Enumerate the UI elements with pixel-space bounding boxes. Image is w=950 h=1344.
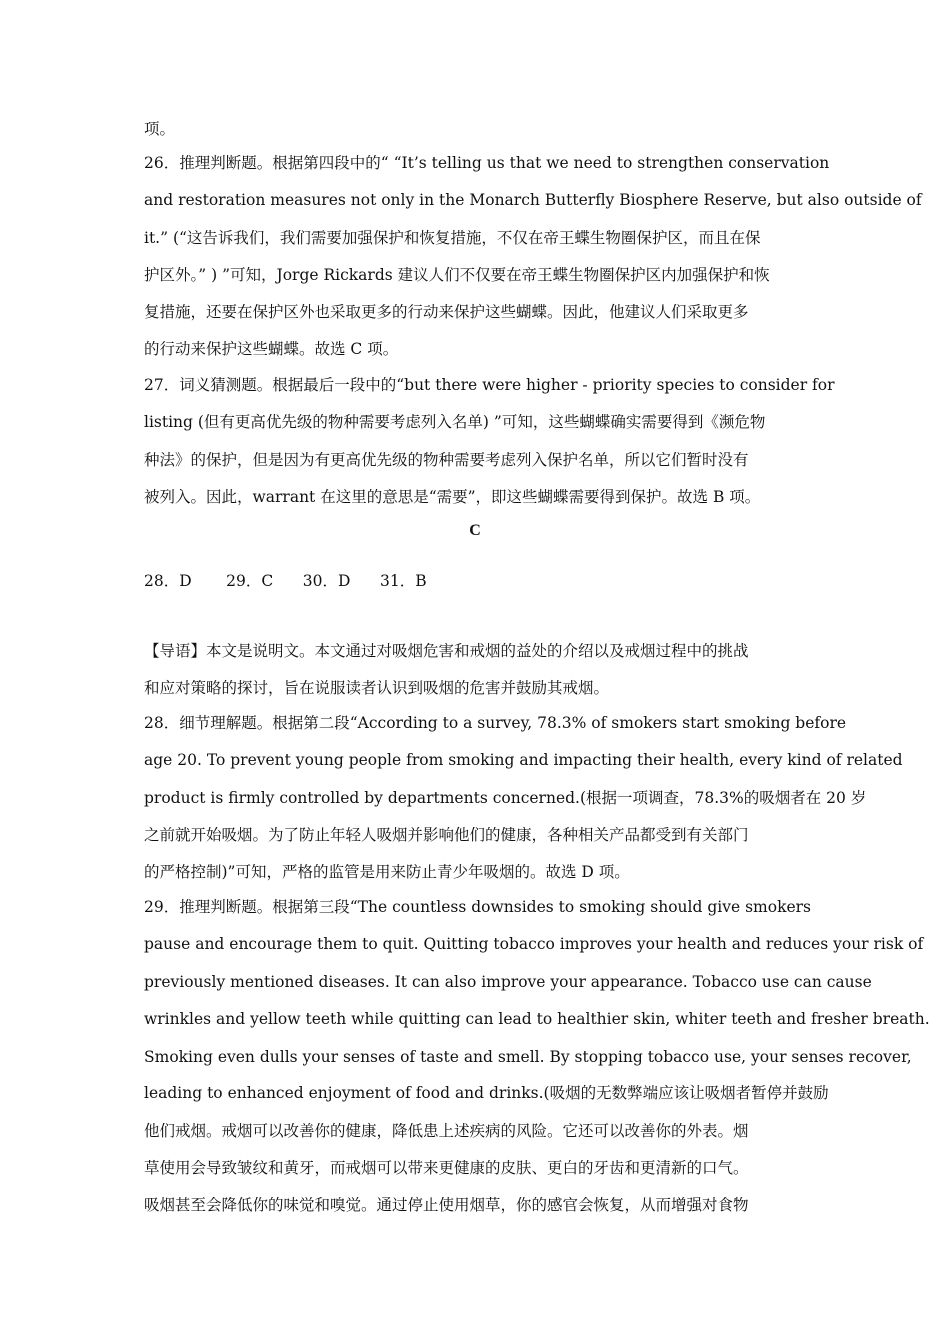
text-line: 的行动来保护这些蝴蝶。故选 C 项。 bbox=[144, 340, 399, 358]
text-line: 26．推理判断题。根据第四段中的“ “It’s telling us that we need to strengthen conservation bbox=[144, 154, 830, 172]
text-line: it.” (“这告诉我们，我们需要加强保护和恢复措施，不仅在帝王蝶生物圈保护区，而且在保 bbox=[144, 229, 761, 247]
text-line: 他们戒烟。戒烟可以改善你的健康，降低患上述疾病的风险。它还可以改善你的外表。烟 bbox=[144, 1122, 749, 1140]
text-line: 【导语】本文是说明文。本文通过对吸烟危害和戒烟的益处的介绍以及戒烟过程中的挑战 bbox=[144, 642, 749, 660]
text-line: 28．细节理解题。根据第二段“According to a survey, 78.3% of smokers start smoking before bbox=[144, 714, 847, 732]
text-line: 和应对策略的探讨，旨在说服读者认识到吸烟的危害并鼓励其戒烟。 bbox=[144, 679, 610, 697]
text-line: 复措施，还要在保护区外也采取更多的行动来保护这些蝴蝶。因此，他建议人们采取更多 bbox=[144, 303, 749, 321]
text-line: 护区外。” ) ”可知，Jorge Rickards 建议人们不仅要在帝王蝶生物圈保护区内加强保护和恢 bbox=[144, 266, 770, 284]
text-line: 27．词义猜测题。根据最后一段中的“but there were higher - priority species to consider for bbox=[144, 376, 835, 394]
text-line: and restoration measures not only in the Monarch Butterfly Biosphere Reserve, but also outside of bbox=[144, 191, 922, 209]
text-line: 29．推理判断题。根据第三段“The countless downsides to smoking should give smokers bbox=[144, 898, 811, 916]
text-line: leading to enhanced enjoyment of food and drinks.(吸烟的无数弊端应该让吸烟者暂停并鼓励 bbox=[144, 1084, 829, 1102]
text-line: wrinkles and yellow teeth while quitting can lead to healthier skin, whiter teeth and fresher breath. bbox=[144, 1010, 930, 1028]
text-line: Smoking even dulls your senses of taste and smell. By stopping tobacco use, your senses recover, bbox=[144, 1048, 912, 1066]
text-line: 吸烟甚至会降低你的味觉和嗅觉。通过停止使用烟草，你的感官会恢复，从而增强对食物 bbox=[144, 1196, 749, 1214]
text-line: previously mentioned diseases. It can also improve your appearance. Tobacco use can cause bbox=[144, 973, 872, 991]
text-line: listing (但有更高优先级的物种需要考虑列入名单) ”可知，这些蝴蝶确实需要得到《濒危物 bbox=[144, 413, 766, 431]
text-line: 种法》的保护，但是因为有更高优先级的物种需要考虑列入保护名单，所以它们暂时没有 bbox=[144, 451, 749, 469]
text-line: pause and encourage them to quit. Quitting tobacco improves your health and reduces your risk of bbox=[144, 935, 924, 953]
text-line: age 20. To prevent young people from smoking and impacting their health, every kind of related bbox=[144, 751, 903, 769]
text-line: 之前就开始吸烟。为了防止年轻人吸烟并影响他们的健康，各种相关产品都受到有关部门 bbox=[144, 826, 749, 844]
text-line: 的严格控制)”可知，严格的监管是用来防止青少年吸烟的。故选 D 项。 bbox=[144, 863, 630, 881]
answer-key: 28．D 29．C 30．D 31．B bbox=[144, 572, 427, 590]
text-line: 被列入。因此，warrant 在这里的意思是“需要”，即这些蝴蝶需要得到保护。故选 B 项。 bbox=[144, 488, 761, 506]
text-line: 草使用会导致皱纹和黄牙，而戒烟可以带来更健康的皮肤、更白的牙齿和更清新的口气。 bbox=[144, 1159, 749, 1177]
text-line: 项。 bbox=[144, 120, 176, 138]
section-label: C bbox=[469, 522, 481, 539]
text-line: product is firmly controlled by departments concerned.(根据一项调查，78.3%的吸烟者在 20 岁 bbox=[144, 789, 867, 807]
